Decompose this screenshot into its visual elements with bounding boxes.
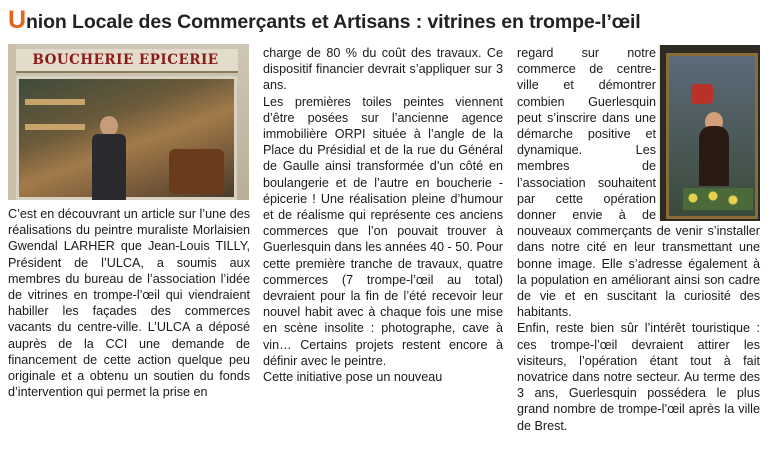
mural-painting bbox=[16, 76, 237, 200]
col1-paragraph: C’est en découvrant un article sur l’une des réalisations du peintre muraliste Morlaisien Gwendal LARHER que Jean-Louis TILLY, Président de l’ULCA, a soumis aux membres du bureau de l’association l’idée de vitrines en trompe-l’œil qui viendraient habiller les façades des commerces vacants du centre-ville. L’ULCA a déposé auprès de la CCI une demande de financement de cette action quelque peu originale et a obtenu un soutien du fonds d’intervention qui permet la prise en bbox=[8, 207, 250, 400]
trompe-loeil-window-photo bbox=[658, 45, 760, 221]
painter-head bbox=[100, 116, 118, 136]
painted-hat bbox=[691, 84, 713, 104]
window-frame bbox=[666, 53, 758, 219]
col3-paragraph-1: regard sur notre commerce de centre-ville et démontrer combien Guerlesquin peut s’inscrire dans une démarche positive et dynamique. Les membres de l’association souhaitent par cette opération donner envie à de nouveaux commerçants de venir s’installer dans notre cité en leur transmettant une bonne image. Elle s’adresse également à la population en améliorant ainsi son cadre de vie et en suscitant la curiosité des habitants. bbox=[517, 46, 760, 320]
col2-paragraph-3: Cette initiative pose un nouveau bbox=[263, 370, 443, 385]
title-text: nion Locale des Commerçants et Artisans : vitrines en trompe-l’œil bbox=[25, 11, 641, 33]
col2-paragraph-1: charge de 80 % du coût des travaux. Ce dispositif financier devrait s’appliquer sur 3 ans. bbox=[263, 46, 503, 93]
mural-barrel bbox=[169, 149, 224, 194]
column-1 bbox=[8, 206, 250, 400]
painter-figure bbox=[92, 134, 126, 200]
article-title bbox=[8, 6, 768, 36]
column-3 bbox=[517, 45, 760, 434]
window-frame bbox=[8, 44, 16, 200]
col3-paragraph-2: Enfin, reste bien sûr l’intérêt touristique : ces trompe-l’œil devraient attirer les visiteurs, l’opération étant tout à fait novatrice dans notre secteur. Au terme des 3 ans, Guerlesquin possédera le plus grand nombre de trompe-l’œil après la ville de Brest. bbox=[517, 321, 760, 433]
title-initial: U bbox=[8, 6, 26, 34]
photo2-wrap bbox=[660, 45, 760, 221]
painted-flowers bbox=[683, 188, 753, 210]
col2-paragraph-2: Les premières toiles peintes viennent d’être posées sur l’ancienne agence immobilière ORPI située à l’angle de la Place du Présidial et de la rue du Général de Gaulle ainsi transformée d’un côté en boulangerie et de l’autre en boucherie - épicerie ! Une réalisation pleine d’humour et de réalisme qui représente ces anciens commerces que l’on pouvait trouver à Guerlesquin dans les années 40 - 50. Pour cette première tranche de travaux, quatre commerces (7 trompe-l’œil au total) devraient pour la fin de l’été recevoir leur nouvel habit avec à chaque fois une mise en scène insolite : photographe, cave à vin… Certains projets restent encore à définir avec le peintre. bbox=[263, 94, 503, 368]
butcher-shop-photo bbox=[8, 44, 249, 200]
shop-sign: BOUCHERIE EPICERIE bbox=[13, 49, 238, 73]
mural-shelf bbox=[25, 99, 85, 105]
column-2 bbox=[263, 45, 503, 385]
mural-shelf bbox=[25, 124, 85, 130]
painted-figure bbox=[699, 126, 729, 186]
